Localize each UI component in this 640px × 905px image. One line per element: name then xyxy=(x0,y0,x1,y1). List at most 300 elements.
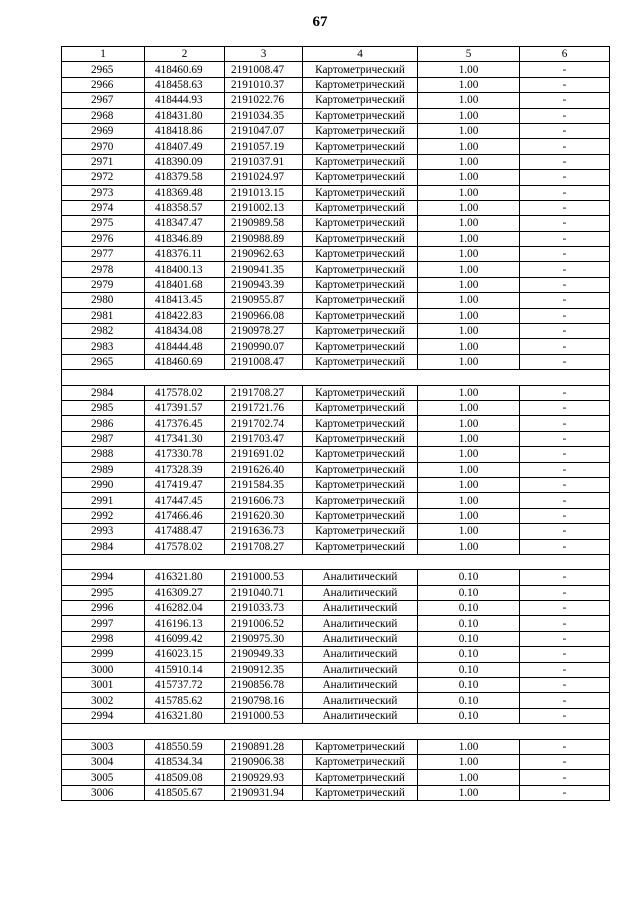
accuracy-cell: 0.10 xyxy=(418,708,520,723)
x-coordinate-cell: 415737.72 xyxy=(145,678,225,693)
note-cell: - xyxy=(520,770,610,785)
point-number-cell: 2989 xyxy=(62,462,145,477)
table-row xyxy=(62,631,610,646)
accuracy-cell: 1.00 xyxy=(418,539,520,554)
y-coordinate-cell: 2191008.47 xyxy=(225,354,303,369)
y-coordinate-cell: 2191702.74 xyxy=(225,416,303,431)
accuracy-cell: 1.00 xyxy=(418,785,520,800)
y-coordinate-cell: 2191040.71 xyxy=(225,585,303,600)
y-coordinate-cell: 2190975.30 xyxy=(225,631,303,646)
accuracy-cell: 1.00 xyxy=(418,431,520,446)
note-cell: - xyxy=(520,277,610,292)
accuracy-cell: 1.00 xyxy=(418,123,520,138)
point-number-cell: 2972 xyxy=(62,170,145,185)
table-row xyxy=(62,354,610,369)
note-cell: - xyxy=(520,93,610,108)
table-row xyxy=(62,431,610,446)
x-coordinate-cell: 418460.69 xyxy=(145,354,225,369)
table-row xyxy=(62,570,610,585)
x-coordinate-cell: 417578.02 xyxy=(145,539,225,554)
table-row xyxy=(62,139,610,154)
table-row xyxy=(62,400,610,415)
separator-cell xyxy=(62,554,610,569)
y-coordinate-cell: 2190978.27 xyxy=(225,324,303,339)
y-coordinate-cell: 2190989.58 xyxy=(225,216,303,231)
point-number-cell: 2970 xyxy=(62,139,145,154)
method-cell: Аналитический xyxy=(303,585,418,600)
y-coordinate-cell: 2191691.02 xyxy=(225,447,303,462)
method-cell: Картометрический xyxy=(303,739,418,754)
separator-row xyxy=(62,370,610,385)
method-cell: Картометрический xyxy=(303,385,418,400)
note-cell: - xyxy=(520,77,610,92)
x-coordinate-cell: 417466.46 xyxy=(145,508,225,523)
note-cell: - xyxy=(520,477,610,492)
x-coordinate-cell: 416309.27 xyxy=(145,585,225,600)
point-number-cell: 2974 xyxy=(62,200,145,215)
x-coordinate-cell: 416099.42 xyxy=(145,631,225,646)
table-row xyxy=(62,662,610,677)
table-header-row xyxy=(62,47,610,62)
y-coordinate-cell: 2191703.47 xyxy=(225,431,303,446)
x-coordinate-cell: 416196.13 xyxy=(145,616,225,631)
note-cell: - xyxy=(520,308,610,323)
y-coordinate-cell: 2190943.39 xyxy=(225,277,303,292)
method-cell: Картометрический xyxy=(303,216,418,231)
table-row xyxy=(62,739,610,754)
accuracy-cell: 1.00 xyxy=(418,477,520,492)
x-coordinate-cell: 415785.62 xyxy=(145,693,225,708)
note-cell: - xyxy=(520,200,610,215)
method-cell: Аналитический xyxy=(303,570,418,585)
method-cell: Картометрический xyxy=(303,139,418,154)
point-number-cell: 2977 xyxy=(62,247,145,262)
method-cell: Картометрический xyxy=(303,354,418,369)
note-cell: - xyxy=(520,339,610,354)
point-number-cell: 2985 xyxy=(62,400,145,415)
method-cell: Картометрический xyxy=(303,477,418,492)
y-coordinate-cell: 2191034.35 xyxy=(225,108,303,123)
table-row xyxy=(62,293,610,308)
method-cell: Картометрический xyxy=(303,123,418,138)
method-cell: Картометрический xyxy=(303,277,418,292)
point-number-cell: 2975 xyxy=(62,216,145,231)
point-number-cell: 2979 xyxy=(62,277,145,292)
note-cell: - xyxy=(520,185,610,200)
method-cell: Картометрический xyxy=(303,431,418,446)
accuracy-cell: 1.00 xyxy=(418,139,520,154)
point-number-cell: 2994 xyxy=(62,570,145,585)
accuracy-cell: 1.00 xyxy=(418,108,520,123)
point-number-cell: 2991 xyxy=(62,493,145,508)
point-number-cell: 2994 xyxy=(62,708,145,723)
accuracy-cell: 1.00 xyxy=(418,62,520,77)
table-row xyxy=(62,616,610,631)
method-cell: Аналитический xyxy=(303,693,418,708)
accuracy-cell: 0.10 xyxy=(418,601,520,616)
y-coordinate-cell: 2190962.63 xyxy=(225,247,303,262)
table-row xyxy=(62,647,610,662)
table-body xyxy=(62,47,610,801)
point-number-cell: 2996 xyxy=(62,601,145,616)
point-number-cell: 2984 xyxy=(62,385,145,400)
method-cell: Аналитический xyxy=(303,662,418,677)
accuracy-cell: 0.10 xyxy=(418,662,520,677)
point-number-cell: 2976 xyxy=(62,231,145,246)
note-cell: - xyxy=(520,601,610,616)
accuracy-cell: 1.00 xyxy=(418,400,520,415)
x-coordinate-cell: 416321.80 xyxy=(145,708,225,723)
accuracy-cell: 1.00 xyxy=(418,493,520,508)
point-number-cell: 2999 xyxy=(62,647,145,662)
y-coordinate-cell: 2190856.78 xyxy=(225,678,303,693)
note-cell: - xyxy=(520,154,610,169)
method-cell: Картометрический xyxy=(303,200,418,215)
method-cell: Аналитический xyxy=(303,708,418,723)
note-cell: - xyxy=(520,739,610,754)
x-coordinate-cell: 418431.80 xyxy=(145,108,225,123)
point-number-cell: 2967 xyxy=(62,93,145,108)
y-coordinate-cell: 2190906.38 xyxy=(225,754,303,769)
x-coordinate-cell: 417578.02 xyxy=(145,385,225,400)
accuracy-cell: 1.00 xyxy=(418,170,520,185)
method-cell: Картометрический xyxy=(303,754,418,769)
note-cell: - xyxy=(520,231,610,246)
point-number-cell: 2983 xyxy=(62,339,145,354)
accuracy-cell: 1.00 xyxy=(418,385,520,400)
point-number-cell: 3002 xyxy=(62,693,145,708)
separator-row xyxy=(62,554,610,569)
note-cell: - xyxy=(520,139,610,154)
method-cell: Картометрический xyxy=(303,508,418,523)
note-cell: - xyxy=(520,354,610,369)
x-coordinate-cell: 418390.09 xyxy=(145,154,225,169)
table-row xyxy=(62,216,610,231)
x-coordinate-cell: 418422.83 xyxy=(145,308,225,323)
accuracy-cell: 1.00 xyxy=(418,754,520,769)
point-number-cell: 2973 xyxy=(62,185,145,200)
note-cell: - xyxy=(520,293,610,308)
method-cell: Картометрический xyxy=(303,262,418,277)
table-row xyxy=(62,493,610,508)
method-cell: Аналитический xyxy=(303,616,418,631)
note-cell: - xyxy=(520,62,610,77)
table-row xyxy=(62,277,610,292)
accuracy-cell: 1.00 xyxy=(418,216,520,231)
x-coordinate-cell: 418458.63 xyxy=(145,77,225,92)
x-coordinate-cell: 418358.57 xyxy=(145,200,225,215)
table-row xyxy=(62,385,610,400)
accuracy-cell: 1.00 xyxy=(418,416,520,431)
note-cell: - xyxy=(520,785,610,800)
accuracy-cell: 1.00 xyxy=(418,508,520,523)
note-cell: - xyxy=(520,631,610,646)
y-coordinate-cell: 2191008.47 xyxy=(225,62,303,77)
note-cell: - xyxy=(520,493,610,508)
note-cell: - xyxy=(520,570,610,585)
y-coordinate-cell: 2190929.93 xyxy=(225,770,303,785)
y-coordinate-cell: 2191037.91 xyxy=(225,154,303,169)
x-coordinate-cell: 418407.49 xyxy=(145,139,225,154)
table-row xyxy=(62,462,610,477)
table-row xyxy=(62,585,610,600)
method-cell: Картометрический xyxy=(303,524,418,539)
separator-cell xyxy=(62,724,610,739)
accuracy-cell: 0.10 xyxy=(418,570,520,585)
y-coordinate-cell: 2190941.35 xyxy=(225,262,303,277)
point-number-cell: 2990 xyxy=(62,477,145,492)
column-header: 6 xyxy=(520,47,610,62)
y-coordinate-cell: 2190891.28 xyxy=(225,739,303,754)
method-cell: Картометрический xyxy=(303,293,418,308)
accuracy-cell: 0.10 xyxy=(418,647,520,662)
accuracy-cell: 1.00 xyxy=(418,739,520,754)
table-row xyxy=(62,200,610,215)
y-coordinate-cell: 2191620.30 xyxy=(225,508,303,523)
x-coordinate-cell: 416282.04 xyxy=(145,601,225,616)
method-cell: Картометрический xyxy=(303,247,418,262)
column-header: 5 xyxy=(418,47,520,62)
column-header: 4 xyxy=(303,47,418,62)
method-cell: Аналитический xyxy=(303,647,418,662)
y-coordinate-cell: 2191584.35 xyxy=(225,477,303,492)
method-cell: Картометрический xyxy=(303,416,418,431)
note-cell: - xyxy=(520,678,610,693)
x-coordinate-cell: 418434.08 xyxy=(145,324,225,339)
point-number-cell: 2966 xyxy=(62,77,145,92)
accuracy-cell: 1.00 xyxy=(418,277,520,292)
page-number: 67 xyxy=(312,14,328,30)
y-coordinate-cell: 2190988.89 xyxy=(225,231,303,246)
table-row xyxy=(62,770,610,785)
table-row xyxy=(62,416,610,431)
y-coordinate-cell: 2190955.87 xyxy=(225,293,303,308)
note-cell: - xyxy=(520,123,610,138)
method-cell: Аналитический xyxy=(303,631,418,646)
x-coordinate-cell: 418550.59 xyxy=(145,739,225,754)
accuracy-cell: 1.00 xyxy=(418,339,520,354)
y-coordinate-cell: 2191013.15 xyxy=(225,185,303,200)
note-cell: - xyxy=(520,647,610,662)
column-header: 3 xyxy=(225,47,303,62)
accuracy-cell: 0.10 xyxy=(418,616,520,631)
point-number-cell: 2969 xyxy=(62,123,145,138)
note-cell: - xyxy=(520,170,610,185)
x-coordinate-cell: 418347.47 xyxy=(145,216,225,231)
table-row xyxy=(62,185,610,200)
x-coordinate-cell: 417419.47 xyxy=(145,477,225,492)
point-number-cell: 3005 xyxy=(62,770,145,785)
x-coordinate-cell: 417488.47 xyxy=(145,524,225,539)
accuracy-cell: 1.00 xyxy=(418,200,520,215)
table-row xyxy=(62,77,610,92)
note-cell: - xyxy=(520,400,610,415)
y-coordinate-cell: 2190949.33 xyxy=(225,647,303,662)
y-coordinate-cell: 2191024.97 xyxy=(225,170,303,185)
note-cell: - xyxy=(520,616,610,631)
method-cell: Аналитический xyxy=(303,601,418,616)
point-number-cell: 2965 xyxy=(62,354,145,369)
table-row xyxy=(62,170,610,185)
note-cell: - xyxy=(520,693,610,708)
method-cell: Картометрический xyxy=(303,77,418,92)
y-coordinate-cell: 2190966.08 xyxy=(225,308,303,323)
x-coordinate-cell: 418346.89 xyxy=(145,231,225,246)
y-coordinate-cell: 2191000.53 xyxy=(225,708,303,723)
point-number-cell: 2988 xyxy=(62,447,145,462)
note-cell: - xyxy=(520,508,610,523)
x-coordinate-cell: 418509.08 xyxy=(145,770,225,785)
y-coordinate-cell: 2191606.73 xyxy=(225,493,303,508)
table-row xyxy=(62,708,610,723)
y-coordinate-cell: 2191057.19 xyxy=(225,139,303,154)
table-row xyxy=(62,678,610,693)
point-number-cell: 2971 xyxy=(62,154,145,169)
x-coordinate-cell: 418505.67 xyxy=(145,785,225,800)
method-cell: Картометрический xyxy=(303,447,418,462)
method-cell: Картометрический xyxy=(303,154,418,169)
x-coordinate-cell: 415910.14 xyxy=(145,662,225,677)
x-coordinate-cell: 418376.11 xyxy=(145,247,225,262)
y-coordinate-cell: 2190990.07 xyxy=(225,339,303,354)
y-coordinate-cell: 2191708.27 xyxy=(225,385,303,400)
point-number-cell: 2981 xyxy=(62,308,145,323)
point-number-cell: 3004 xyxy=(62,754,145,769)
method-cell: Картометрический xyxy=(303,400,418,415)
method-cell: Аналитический xyxy=(303,678,418,693)
note-cell: - xyxy=(520,324,610,339)
method-cell: Картометрический xyxy=(303,108,418,123)
method-cell: Картометрический xyxy=(303,785,418,800)
separator-cell xyxy=(62,370,610,385)
point-number-cell: 2968 xyxy=(62,108,145,123)
note-cell: - xyxy=(520,416,610,431)
separator-row xyxy=(62,724,610,739)
accuracy-cell: 1.00 xyxy=(418,770,520,785)
y-coordinate-cell: 2191002.13 xyxy=(225,200,303,215)
y-coordinate-cell: 2191721.76 xyxy=(225,400,303,415)
note-cell: - xyxy=(520,754,610,769)
accuracy-cell: 1.00 xyxy=(418,77,520,92)
note-cell: - xyxy=(520,447,610,462)
table-row xyxy=(62,262,610,277)
point-number-cell: 2982 xyxy=(62,324,145,339)
method-cell: Картометрический xyxy=(303,62,418,77)
note-cell: - xyxy=(520,108,610,123)
method-cell: Картометрический xyxy=(303,185,418,200)
table-row xyxy=(62,339,610,354)
note-cell: - xyxy=(520,462,610,477)
table-row xyxy=(62,754,610,769)
y-coordinate-cell: 2191000.53 xyxy=(225,570,303,585)
accuracy-cell: 1.00 xyxy=(418,93,520,108)
accuracy-cell: 1.00 xyxy=(418,185,520,200)
accuracy-cell: 0.10 xyxy=(418,693,520,708)
method-cell: Картометрический xyxy=(303,770,418,785)
x-coordinate-cell: 418379.58 xyxy=(145,170,225,185)
point-number-cell: 3000 xyxy=(62,662,145,677)
point-number-cell: 2987 xyxy=(62,431,145,446)
y-coordinate-cell: 2190931.94 xyxy=(225,785,303,800)
table-row xyxy=(62,93,610,108)
accuracy-cell: 1.00 xyxy=(418,308,520,323)
accuracy-cell: 1.00 xyxy=(418,262,520,277)
table-row xyxy=(62,154,610,169)
table-row xyxy=(62,508,610,523)
note-cell: - xyxy=(520,662,610,677)
point-number-cell: 3001 xyxy=(62,678,145,693)
point-number-cell: 2992 xyxy=(62,508,145,523)
method-cell: Картометрический xyxy=(303,462,418,477)
x-coordinate-cell: 418444.48 xyxy=(145,339,225,354)
point-number-cell: 2995 xyxy=(62,585,145,600)
accuracy-cell: 1.00 xyxy=(418,293,520,308)
x-coordinate-cell: 416321.80 xyxy=(145,570,225,585)
method-cell: Картометрический xyxy=(303,324,418,339)
accuracy-cell: 1.00 xyxy=(418,324,520,339)
accuracy-cell: 1.00 xyxy=(418,462,520,477)
table-row xyxy=(62,324,610,339)
y-coordinate-cell: 2191022.76 xyxy=(225,93,303,108)
table-row xyxy=(62,601,610,616)
x-coordinate-cell: 418460.69 xyxy=(145,62,225,77)
x-coordinate-cell: 416023.15 xyxy=(145,647,225,662)
column-header: 2 xyxy=(145,47,225,62)
x-coordinate-cell: 417330.78 xyxy=(145,447,225,462)
table-row xyxy=(62,477,610,492)
method-cell: Картометрический xyxy=(303,170,418,185)
method-cell: Картометрический xyxy=(303,339,418,354)
note-cell: - xyxy=(520,524,610,539)
table-row xyxy=(62,524,610,539)
column-header: 1 xyxy=(62,47,145,62)
accuracy-cell: 1.00 xyxy=(418,354,520,369)
method-cell: Картометрический xyxy=(303,93,418,108)
y-coordinate-cell: 2191626.40 xyxy=(225,462,303,477)
note-cell: - xyxy=(520,247,610,262)
note-cell: - xyxy=(520,216,610,231)
note-cell: - xyxy=(520,708,610,723)
accuracy-cell: 0.10 xyxy=(418,678,520,693)
x-coordinate-cell: 418400.13 xyxy=(145,262,225,277)
method-cell: Картометрический xyxy=(303,231,418,246)
y-coordinate-cell: 2191047.07 xyxy=(225,123,303,138)
table-row xyxy=(62,62,610,77)
x-coordinate-cell: 417328.39 xyxy=(145,462,225,477)
point-number-cell: 2986 xyxy=(62,416,145,431)
table-row xyxy=(62,539,610,554)
method-cell: Картометрический xyxy=(303,493,418,508)
accuracy-cell: 1.00 xyxy=(418,447,520,462)
point-number-cell: 2993 xyxy=(62,524,145,539)
accuracy-cell: 1.00 xyxy=(418,154,520,169)
x-coordinate-cell: 417391.57 xyxy=(145,400,225,415)
table-row xyxy=(62,108,610,123)
x-coordinate-cell: 417376.45 xyxy=(145,416,225,431)
y-coordinate-cell: 2191033.73 xyxy=(225,601,303,616)
point-number-cell: 2984 xyxy=(62,539,145,554)
table-row xyxy=(62,785,610,800)
method-cell: Картометрический xyxy=(303,539,418,554)
x-coordinate-cell: 418418.86 xyxy=(145,123,225,138)
point-number-cell: 3006 xyxy=(62,785,145,800)
point-number-cell: 2998 xyxy=(62,631,145,646)
note-cell: - xyxy=(520,585,610,600)
note-cell: - xyxy=(520,431,610,446)
accuracy-cell: 1.00 xyxy=(418,247,520,262)
point-number-cell: 2965 xyxy=(62,62,145,77)
y-coordinate-cell: 2190798.16 xyxy=(225,693,303,708)
